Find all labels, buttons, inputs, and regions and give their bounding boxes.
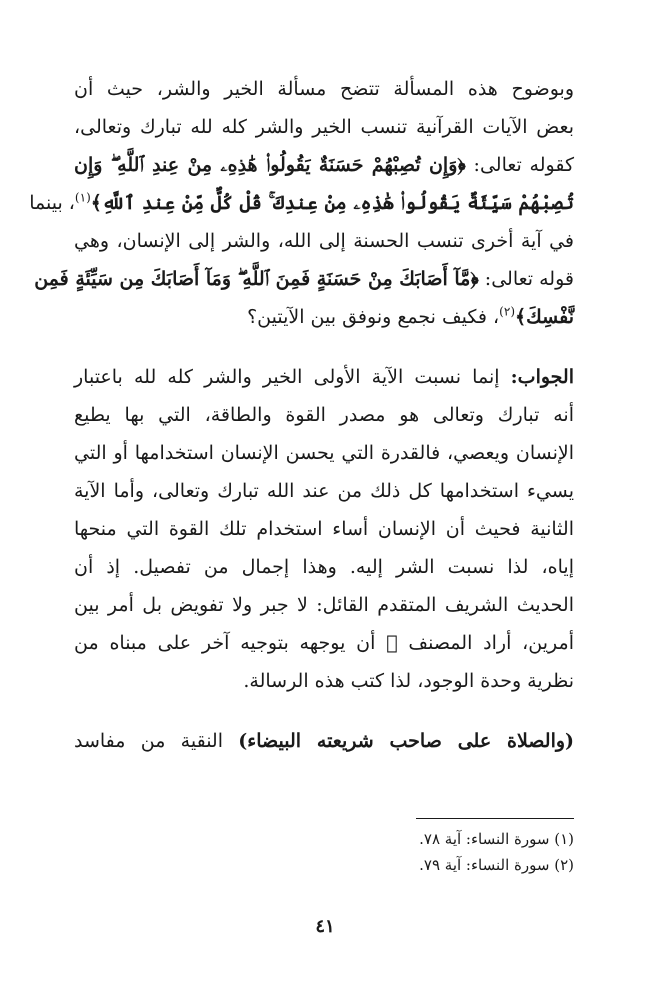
text-line: إياه، لذا نسبت الشر إليه. وهذا إجمال من تفصيل. إذ أن <box>74 556 574 578</box>
paragraph-answer <box>74 358 574 700</box>
footnotes <box>274 826 574 878</box>
text-line: الحديث الشريف المتقدم القائل: لا جبر ولا تفويض بل أمر بين <box>74 594 574 616</box>
text-line: وبوضوح هذه المسألة تتضح مسألة الخير والشر، حيث أن <box>74 78 574 100</box>
text-line: الثانية فحيث أن الإنسان أساء استخدام تلك القوة التي منحها <box>74 518 574 540</box>
main-text <box>29 70 575 760</box>
text-line: (والصلاة على صاحب شريعته البيضاء) النقية من مفاسد <box>74 730 575 752</box>
quran-verse: تُصِبْهُمْ سَيِّئَةٌ يَقُولُوا۟ هَٰذِهِۦ مِنْ عِندِكَ ۚ قُلْ كُلٌّ مِّنْ عِندِ ٱللَّهِ﴾ <box>90 192 574 214</box>
text-line: الإنسان ويعصي، فالقدرة التي يحسن الإنسان استخدامها أو التي <box>74 442 574 464</box>
footnote-item: (١) سورة النساء: آية ٧٨. <box>419 830 574 848</box>
quran-verse: ﴿مَّآ أَصَابَكَ مِنْ حَسَنَةٍ فَمِنَ ٱللَّهِ ۖ وَمَآ أَصَابَكَ مِن سَيِّئَةٍ فَمِن <box>34 268 479 290</box>
footnote-separator <box>416 818 574 819</box>
paragraph-question <box>29 70 574 336</box>
footnote-item: (٢) سورة النساء: آية ٧٩. <box>419 856 574 874</box>
paragraph-spacer <box>74 700 574 722</box>
text-line: يسيء استخدامها كل ذلك من عند الله تبارك وتعالى، وأما الآية <box>74 480 574 502</box>
quoted-heading: (والصلاة على صاحب شريعته البيضاء) <box>238 730 575 752</box>
paragraph-spacer <box>74 336 574 358</box>
text-line: في آية أخرى تنسب الحسنة إلى الله، والشر إلى الإنسان، وهي <box>74 230 574 252</box>
text-line: أنه تبارك وتعالى هو مصدر القوة والطاقة، التي بها يطيع <box>74 404 574 426</box>
text-line: تُصِبْهُمْ سَيِّئَةٌ يَقُولُوا۟ هَٰذِهِۦ مِنْ عِندِكَ ۚ قُلْ كُلٌّ مِّنْ عِندِ ٱللَّهِ﴾$^{(١)}$، بينما <box>29 190 574 214</box>
text-line: أمرين، أراد المصنف ﷫ أن يوجهه بتوجيه آخر على مبناه من <box>74 632 574 654</box>
quran-verse: نَّفْسِكَ﴾ <box>515 306 574 328</box>
text-line: بعض الآيات القرآنية تنسب الخير والشر كله لله تبارك وتعالى، <box>74 116 574 138</box>
text-line: الجواب: إنما نسبت الآية الأولى الخير والشر كله لله باعتبار <box>74 366 574 388</box>
text-line: قوله تعالى: ﴿مَّآ أَصَابَكَ مِنْ حَسَنَةٍ فَمِنَ ٱللَّهِ ۖ وَمَآ أَصَابَكَ مِن سَيِّئَةٍ فَمِن <box>34 268 574 290</box>
footnote-marker: (٢) <box>499 304 515 319</box>
quran-verse: ﴿وَإِن تُصِبْهُمْ حَسَنَةٌ يَقُولُوا۟ هَٰذِهِۦ مِنْ عِندِ ٱللَّهِ ۖ وَإِن <box>74 154 466 176</box>
paragraph-continuation <box>74 722 574 760</box>
text-line: نظرية وحدة الوجود، لذا كتب هذه الرسالة. <box>243 670 574 692</box>
text-line: نَّفْسِكَ﴾$^{(٢)}$، فكيف نجمع ونوفق بين الآيتين؟ <box>247 304 574 328</box>
footnote-marker: (١) <box>74 190 91 205</box>
page-number: ٤١ <box>315 916 335 937</box>
answer-label: الجواب: <box>510 366 574 388</box>
text-line: كقوله تعالى: ﴿وَإِن تُصِبْهُمْ حَسَنَةٌ يَقُولُوا۟ هَٰذِهِۦ مِنْ عِندِ ٱللَّهِ ۖ وَإِن <box>74 154 574 176</box>
